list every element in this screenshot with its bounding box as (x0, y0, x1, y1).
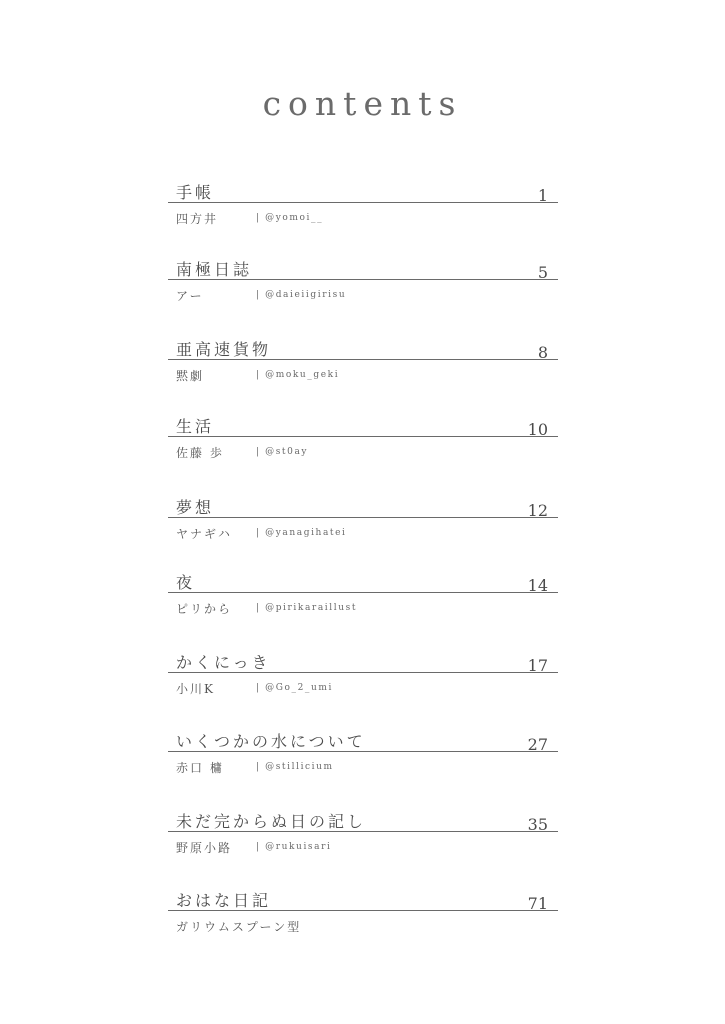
entry-divider (168, 592, 558, 593)
entry-title: 未だ完からぬ日の記し (176, 812, 367, 831)
entry-handle: | @rukuisari (256, 842, 332, 852)
entry-divider (168, 517, 558, 518)
entry-handle: | @stillicium (256, 762, 334, 772)
entry-title: 南極日誌 (176, 260, 253, 279)
entry-author: 小川K (176, 682, 215, 696)
entry-author: 黙劇 (176, 369, 205, 383)
entry-title: 生活 (176, 417, 215, 436)
entry-divider (168, 831, 558, 832)
toc-entry (168, 570, 558, 626)
entry-page-number: 27 (527, 735, 548, 754)
entry-title: 夢想 (176, 498, 215, 517)
toc-entry (168, 650, 558, 706)
toc-entry (168, 729, 558, 785)
toc-entry (168, 414, 558, 470)
entry-author: 四方井 (176, 212, 219, 226)
entry-page-number: 10 (527, 420, 548, 439)
entry-page-number: 35 (527, 815, 548, 834)
entry-handle: | @yanagihatei (256, 528, 347, 538)
entry-author: 野原小路 (176, 841, 233, 855)
entry-title: いくつかの水について (176, 732, 366, 751)
entry-handle: | @daieiigirisu (256, 290, 347, 300)
toc-entry (168, 888, 558, 944)
entry-divider (168, 359, 558, 360)
entry-title: おはな日記 (176, 891, 272, 910)
entry-divider (168, 202, 558, 203)
toc-entry (168, 257, 558, 313)
entry-author: 赤口 槦 (176, 761, 224, 775)
entry-page-number: 5 (537, 263, 548, 282)
entry-author: ガリウムスプーン型 (176, 920, 302, 934)
entry-divider (168, 672, 558, 673)
entry-divider (168, 279, 558, 280)
entry-page-number: 1 (537, 186, 548, 205)
entry-title: 亜高速貨物 (176, 340, 272, 359)
toc-entry (168, 180, 558, 236)
entry-page-number: 17 (527, 656, 548, 675)
entry-author: 佐藤 歩 (176, 446, 224, 460)
entry-handle: | @Go_2_umi (256, 683, 334, 693)
entry-handle: | @yomoi__ (256, 213, 324, 223)
entry-divider (168, 910, 558, 911)
toc-entry (168, 809, 558, 865)
entry-title: かくにっき (176, 653, 271, 672)
entry-page-number: 71 (527, 894, 548, 913)
entry-handle: | @st0ay (256, 447, 309, 457)
page-title: contents (262, 84, 463, 123)
entry-author: ピリから (176, 602, 233, 616)
entry-author: アー (176, 289, 204, 303)
toc-entry (168, 495, 558, 551)
entry-divider (168, 751, 558, 752)
entry-author: ヤナギハ (176, 527, 233, 541)
entry-divider (168, 436, 558, 437)
entry-page-number: 12 (527, 501, 548, 520)
entry-page-number: 14 (527, 576, 548, 595)
entry-title: 手帳 (176, 183, 215, 202)
entry-page-number: 8 (537, 343, 548, 362)
toc-entry (168, 337, 558, 393)
entry-handle: | @moku_geki (256, 370, 340, 380)
entry-title: 夜 (176, 573, 196, 592)
entry-handle: | @pirikaraillust (256, 603, 358, 613)
